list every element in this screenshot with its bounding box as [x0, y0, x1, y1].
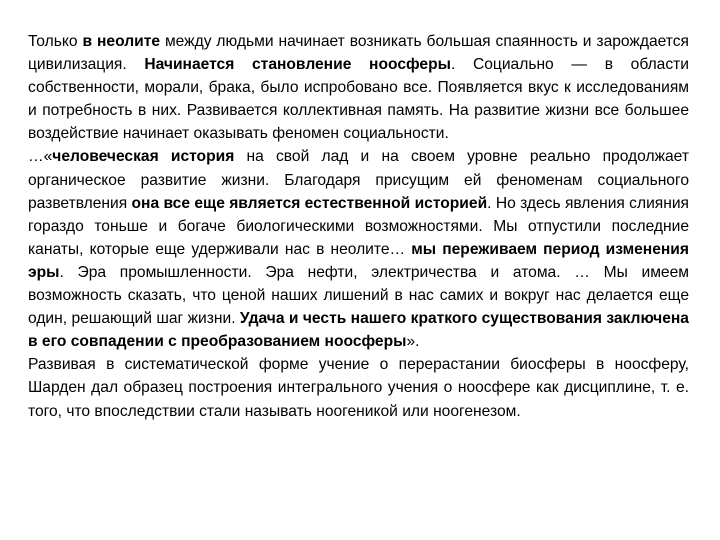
text-run: …« — [28, 148, 53, 166]
text-run: . Социально — в области собственности, морали, брака, было испробовано все. Появляется вкус к исследованиям и потребность в них. Развивается коллективная память. На развитие жизни все большее воздействие начинает оказывать феномен социальности. — [28, 56, 689, 143]
paragraph-quote — [28, 145, 689, 353]
paragraph-chardin — [28, 353, 689, 422]
emphasis-run: в неолите — [82, 33, 161, 50]
text-body — [28, 30, 689, 423]
text-run: на свой лад и на своем уровне реально продолжает органическое развитие жизни. Благодаря присущим ей феноменам социального разветвления — [28, 148, 689, 212]
emphasis-run: она все еще является естественной историей — [131, 194, 488, 212]
text-run: ». — [406, 333, 420, 351]
paragraph-neolithic — [28, 30, 689, 145]
text-run: между людьми начинает возникать большая спаянность и зарождается цивилизация. — [28, 33, 689, 74]
text-run: . Но здесь явления слияния гораздо тоньше и богаче биологическими возможностями. Мы отпустили последние канаты, которые еще удерживали нас в неолите… — [28, 194, 689, 258]
emphasis-run: Начинается становление ноосферы — [144, 56, 451, 74]
text-run: Только — [28, 33, 83, 50]
text-run: . Эра промышленности. Эра нефти, электричества и атома. … Мы имеем возможность сказать, что ценой наших лишений в нас самих и вокруг нас делается еще один, решающий шаг жизни. — [28, 263, 689, 328]
emphasis-run: человеческая история — [52, 148, 235, 166]
text-run: Развивая в систематической форме учение о перерастании биосферы в ноосферу, Шарден дал образец построения интегрального учения о ноосфере как дисциплине, т. е. того, что впоследствии стали называть ноогеникой или ноогенезом. — [28, 356, 689, 420]
emphasis-run: Удача и честь нашего краткого существования заключена в его совпадении с преобразованием ноосферы — [28, 310, 689, 351]
emphasis-run: мы переживаем период изменения эры — [28, 240, 689, 281]
